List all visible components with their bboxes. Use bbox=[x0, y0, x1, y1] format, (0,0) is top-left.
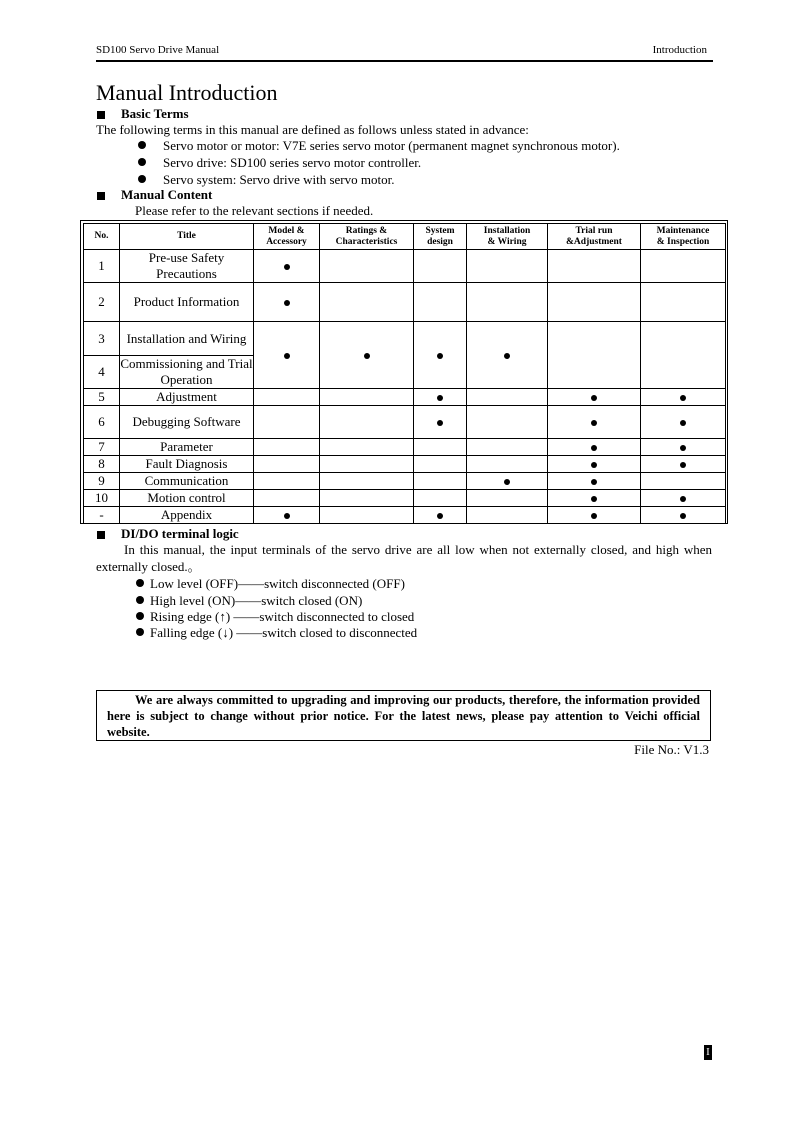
mark-cell bbox=[641, 406, 726, 439]
basic-term-text: Servo system: Servo drive with servo motor. bbox=[163, 172, 395, 187]
content-table bbox=[83, 223, 726, 524]
mark-cell bbox=[320, 456, 414, 473]
mark-cell bbox=[467, 473, 548, 490]
basic-term-item bbox=[138, 155, 421, 171]
row-title: Installation and Wiring bbox=[120, 322, 254, 356]
column-header: Title bbox=[120, 224, 254, 250]
mark-cell bbox=[548, 389, 641, 406]
square-bullet-icon bbox=[97, 531, 105, 539]
table-row bbox=[84, 456, 726, 473]
row-number: 2 bbox=[84, 283, 120, 322]
basic-term-item bbox=[138, 172, 394, 188]
table-row bbox=[84, 473, 726, 490]
applicable-dot-icon bbox=[591, 479, 597, 485]
applicable-dot-icon bbox=[591, 513, 597, 519]
table-header-row bbox=[84, 224, 726, 250]
applicable-dot-icon bbox=[680, 462, 686, 468]
mark-cell bbox=[467, 250, 548, 283]
row-title: Product Information bbox=[120, 283, 254, 322]
mark-cell bbox=[254, 283, 320, 322]
applicable-dot-icon bbox=[437, 353, 443, 359]
bullet-icon bbox=[136, 596, 144, 604]
mark-cell bbox=[548, 250, 641, 283]
content-table-frame bbox=[80, 220, 728, 524]
table-row bbox=[84, 389, 726, 406]
mark-cell bbox=[414, 473, 467, 490]
basic-term-item bbox=[138, 138, 620, 154]
dido-item-text: Low level (OFF)——switch disconnected (OFF) bbox=[150, 576, 405, 591]
basic-terms-heading-text: Basic Terms bbox=[121, 106, 189, 121]
mark-cell bbox=[254, 322, 320, 389]
row-title: Fault Diagnosis bbox=[120, 456, 254, 473]
column-header: Maintenance & Inspection bbox=[641, 224, 726, 250]
row-title: Pre-use Safety Precautions bbox=[120, 250, 254, 283]
applicable-dot-icon bbox=[591, 395, 597, 401]
mark-cell bbox=[467, 406, 548, 439]
mark-cell bbox=[254, 389, 320, 406]
square-bullet-icon bbox=[97, 192, 105, 200]
mark-cell bbox=[254, 507, 320, 524]
bullet-icon bbox=[136, 628, 144, 636]
row-title: Communication bbox=[120, 473, 254, 490]
row-number: 9 bbox=[84, 473, 120, 490]
column-header: Trial run &Adjustment bbox=[548, 224, 641, 250]
applicable-dot-icon bbox=[284, 300, 290, 306]
manual-content-intro: Please refer to the relevant sections if needed. bbox=[135, 203, 374, 218]
dido-heading bbox=[96, 526, 239, 542]
row-title: Appendix bbox=[120, 507, 254, 524]
mark-cell bbox=[320, 283, 414, 322]
applicable-dot-icon bbox=[504, 479, 510, 485]
row-number: 1 bbox=[84, 250, 120, 283]
row-title: Parameter bbox=[120, 439, 254, 456]
basic-term-text: Servo drive: SD100 series servo motor controller. bbox=[163, 155, 422, 170]
manual-content-heading-text: Manual Content bbox=[121, 187, 213, 202]
mark-cell bbox=[548, 507, 641, 524]
mark-cell bbox=[467, 283, 548, 322]
mark-cell bbox=[414, 322, 467, 389]
row-number: 6 bbox=[84, 406, 120, 439]
mark-cell bbox=[254, 439, 320, 456]
mark-cell bbox=[320, 439, 414, 456]
dido-item-text: High level (ON)——switch closed (ON) bbox=[150, 593, 363, 608]
row-number: 7 bbox=[84, 439, 120, 456]
column-header: System design bbox=[414, 224, 467, 250]
mark-cell bbox=[548, 322, 641, 389]
dido-item bbox=[136, 609, 414, 625]
mark-cell bbox=[414, 439, 467, 456]
dido-item-text: Rising edge (↑) ——switch disconnected to closed bbox=[150, 609, 415, 624]
mark-cell bbox=[254, 250, 320, 283]
applicable-dot-icon bbox=[437, 513, 443, 519]
column-header: No. bbox=[84, 224, 120, 250]
page-title: Manual Introduction bbox=[96, 80, 278, 105]
mark-cell bbox=[320, 389, 414, 406]
mark-cell bbox=[467, 322, 548, 389]
mark-cell bbox=[414, 389, 467, 406]
applicable-dot-icon bbox=[284, 264, 290, 270]
applicable-dot-icon bbox=[680, 420, 686, 426]
row-title: Commissioning and Trial Operation bbox=[120, 356, 253, 387]
mark-cell bbox=[254, 456, 320, 473]
applicable-dot-icon bbox=[591, 496, 597, 502]
mark-cell bbox=[548, 439, 641, 456]
mark-cell bbox=[641, 507, 726, 524]
applicable-dot-icon bbox=[284, 513, 290, 519]
page-number: I bbox=[704, 1045, 712, 1060]
applicable-dot-icon bbox=[437, 395, 443, 401]
mark-cell bbox=[320, 250, 414, 283]
row-number: 10 bbox=[84, 490, 120, 507]
mark-cell bbox=[320, 322, 414, 389]
row-number: 5 bbox=[84, 389, 120, 406]
bullet-icon bbox=[138, 175, 146, 183]
basic-term-text: Servo motor or motor: V7E series servo motor (permanent magnet synchronous motor). bbox=[163, 138, 620, 153]
applicable-dot-icon bbox=[591, 445, 597, 451]
column-header: Ratings & Characteristics bbox=[320, 224, 414, 250]
applicable-dot-icon bbox=[680, 445, 686, 451]
page-header bbox=[96, 44, 713, 62]
mark-cell bbox=[414, 507, 467, 524]
row-title: Debugging Software bbox=[120, 406, 254, 439]
table-row bbox=[84, 490, 726, 507]
row-number: - bbox=[84, 507, 120, 524]
mark-cell bbox=[467, 507, 548, 524]
row-title: Motion control bbox=[120, 490, 254, 507]
applicable-dot-icon bbox=[364, 353, 370, 359]
row-title: Adjustment bbox=[120, 389, 254, 406]
row-number: 4 bbox=[84, 356, 120, 389]
mark-cell bbox=[320, 507, 414, 524]
column-header: Model & Accessory bbox=[254, 224, 320, 250]
dido-item-text: Falling edge (↓) ——switch closed to disconnected bbox=[150, 625, 418, 640]
mark-cell bbox=[548, 473, 641, 490]
dido-item bbox=[136, 625, 417, 641]
mark-cell bbox=[641, 322, 726, 389]
applicable-dot-icon bbox=[504, 353, 510, 359]
mark-cell bbox=[320, 490, 414, 507]
applicable-dot-icon bbox=[591, 462, 597, 468]
basic-terms-heading bbox=[96, 106, 189, 122]
mark-cell bbox=[641, 389, 726, 406]
mark-cell bbox=[641, 439, 726, 456]
mark-cell bbox=[467, 439, 548, 456]
applicable-dot-icon bbox=[284, 353, 290, 359]
mark-cell bbox=[414, 456, 467, 473]
mark-cell bbox=[548, 406, 641, 439]
dido-item bbox=[136, 593, 362, 609]
bullet-icon bbox=[136, 612, 144, 620]
applicable-dot-icon bbox=[680, 395, 686, 401]
mark-cell bbox=[548, 490, 641, 507]
mark-cell bbox=[641, 473, 726, 490]
header-manual-name: SD100 Servo Drive Manual bbox=[96, 44, 220, 56]
dido-heading-text: DI/DO terminal logic bbox=[121, 526, 239, 541]
mark-cell bbox=[414, 490, 467, 507]
mark-cell bbox=[254, 490, 320, 507]
row-number: 8 bbox=[84, 456, 120, 473]
applicable-dot-icon bbox=[591, 420, 597, 426]
table-row bbox=[84, 283, 726, 322]
applicable-dot-icon bbox=[680, 496, 686, 502]
square-bullet-icon bbox=[97, 111, 105, 119]
mark-cell bbox=[467, 389, 548, 406]
table-row bbox=[84, 439, 726, 456]
mark-cell bbox=[467, 456, 548, 473]
table-row bbox=[84, 507, 726, 524]
mark-cell bbox=[414, 250, 467, 283]
mark-cell bbox=[467, 490, 548, 507]
table-row bbox=[84, 322, 726, 356]
mark-cell bbox=[641, 250, 726, 283]
table-body bbox=[84, 250, 726, 524]
mark-cell bbox=[641, 283, 726, 322]
mark-cell bbox=[414, 406, 467, 439]
row-number: 3 bbox=[84, 322, 120, 356]
mark-cell bbox=[548, 283, 641, 322]
basic-terms-intro: The following terms in this manual are defined as follows unless stated in advance: bbox=[96, 122, 529, 137]
table-row bbox=[84, 406, 726, 439]
mark-cell bbox=[254, 473, 320, 490]
bullet-icon bbox=[138, 141, 146, 149]
mark-cell bbox=[641, 456, 726, 473]
dido-item bbox=[136, 576, 405, 592]
mark-cell bbox=[254, 406, 320, 439]
mark-cell bbox=[548, 456, 641, 473]
file-number: File No.: V1.3 bbox=[634, 742, 709, 757]
bullet-icon bbox=[138, 158, 146, 166]
bullet-icon bbox=[136, 579, 144, 587]
notice-box: We are always committed to upgrading and improving our products, therefore, the information provided here is subject to change without prior notice. For the latest news, please pay attention to Veichi official website. bbox=[96, 690, 711, 741]
applicable-dot-icon bbox=[437, 420, 443, 426]
table-row bbox=[84, 250, 726, 283]
column-header: Installation & Wiring bbox=[467, 224, 548, 250]
mark-cell bbox=[320, 406, 414, 439]
manual-content-heading bbox=[96, 187, 212, 203]
dido-paragraph: In this manual, the input terminals of the servo drive are all low when not externally closed, and high when externally closed.。 bbox=[96, 542, 712, 574]
mark-cell bbox=[641, 490, 726, 507]
header-section-name: Introduction bbox=[652, 44, 707, 56]
mark-cell bbox=[414, 283, 467, 322]
applicable-dot-icon bbox=[680, 513, 686, 519]
mark-cell bbox=[320, 473, 414, 490]
